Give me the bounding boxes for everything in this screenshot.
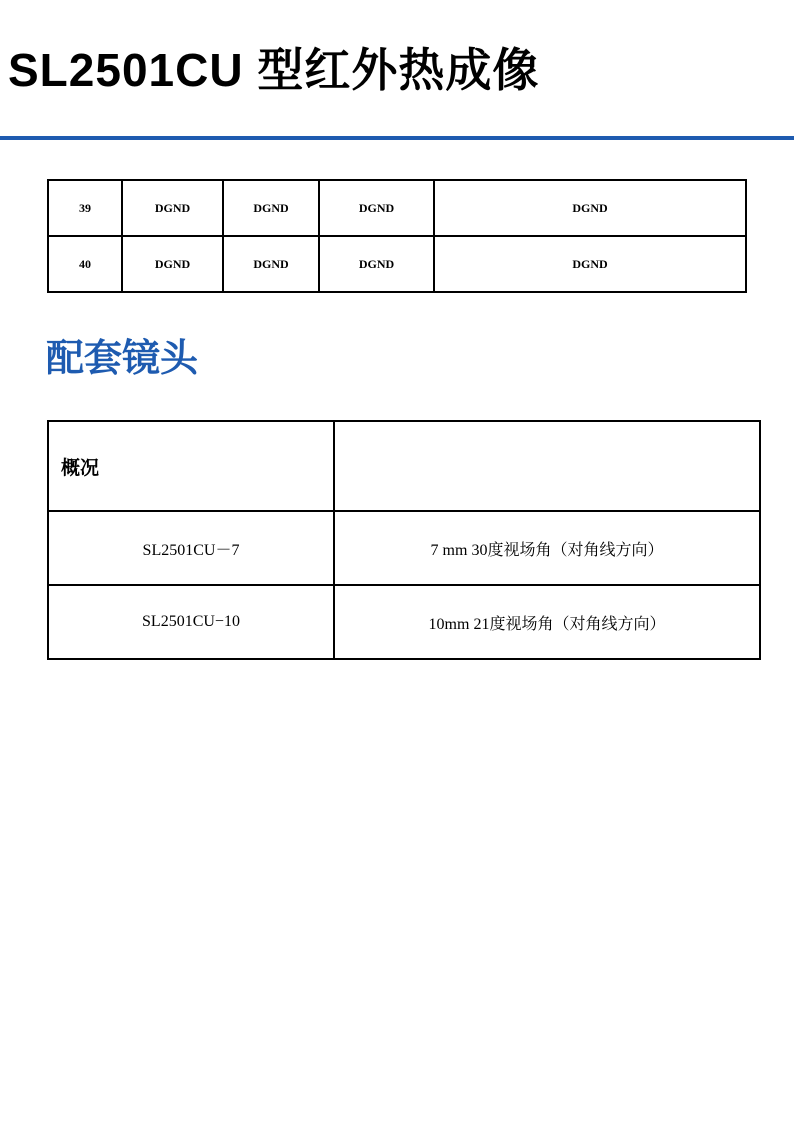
pin-number-cell: 40: [48, 236, 122, 292]
lens-table: [47, 420, 761, 660]
section-heading-lens: 配套镜头: [46, 335, 199, 380]
table-row: [48, 511, 760, 585]
header-cell-empty: [334, 421, 760, 511]
table-cell: DGND: [319, 236, 434, 292]
lens-spec-cell: 10mm 21度视场角（对角线方向）: [334, 585, 760, 659]
table-cell: DGND: [122, 180, 223, 236]
title-divider: [0, 136, 794, 140]
table-cell: DGND: [223, 236, 319, 292]
table-row: [48, 236, 746, 292]
table-cell: DGND: [223, 180, 319, 236]
table-cell: DGND: [122, 236, 223, 292]
table-header-row: [48, 421, 760, 511]
lens-model-cell: SL2501CU－7: [48, 511, 334, 585]
lens-spec-cell: 7 mm 30度视场角（对角线方向）: [334, 511, 760, 585]
lens-model-cell: SL2501CU−10: [48, 585, 334, 659]
header-cell-overview: 概况: [48, 421, 334, 511]
table-row: [48, 180, 746, 236]
table-cell: DGND: [434, 236, 746, 292]
table-cell: DGND: [319, 180, 434, 236]
table-row: [48, 585, 760, 659]
pin-definition-table: [47, 179, 747, 293]
pin-number-cell: 39: [48, 180, 122, 236]
page-title: SL2501CU 型红外热成像: [8, 44, 540, 96]
table-cell: DGND: [434, 180, 746, 236]
